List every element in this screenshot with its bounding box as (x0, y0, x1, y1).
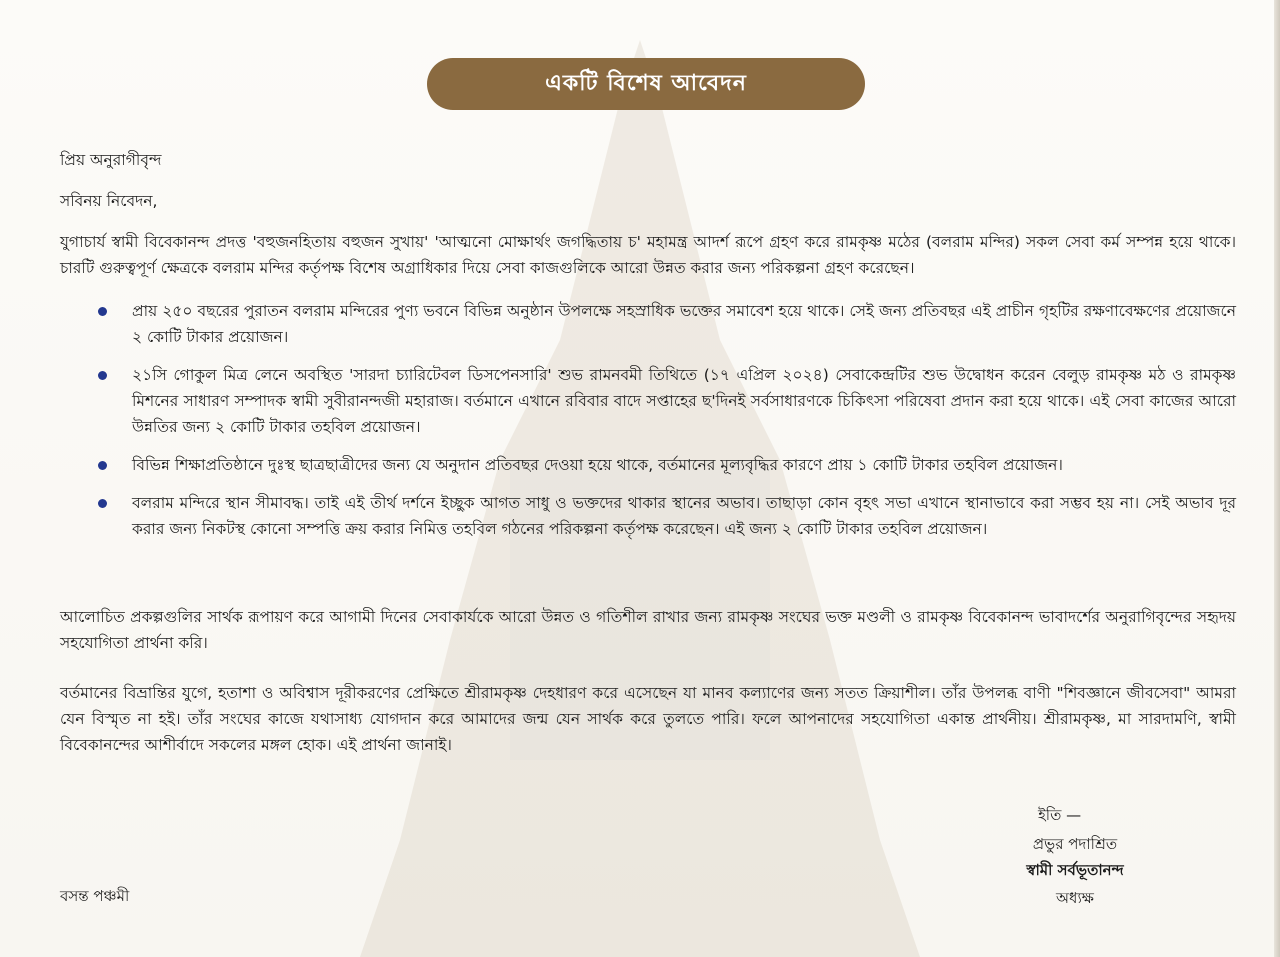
intro-paragraph: যুগাচার্য স্বামী বিবেকানন্দ প্রদত্ত 'বহুজনহিতায় বহুজন সুখায়' 'আত্মনো মোক্ষার্থং জগদ্ধিতায় চ' মহামন্ত্র আদর্শ রূপে গ্রহণ করে রামকৃষ্ণ মঠের (বলরাম মন্দির) সকল সেবা কর্ম সম্পন্ন হয়ে থাকে। চারটি গুরুত্বপূর্ণ ক্ষেত্রকে বলরাম মন্দির কর্তৃপক্ষ বিশেষ অগ্রাধিকার দিয়ে সেবা কাজগুলিকে আরো উন্নত করার জন্য পরিকল্পনা গ্রহণ করেছেন। (60, 233, 1236, 277)
list-item-text: বিভিন্ন শিক্ষাপ্রতিষ্ঠানে দুঃস্থ ছাত্রছাত্রীদের জন্য যে অনুদান প্রতিবছর দেওয়া হয়ে থাকে, বর্তমানের মূল্যবৃদ্ধির কারণে প্রায় ১ কোটি টাকার তহবিল প্রয়োজন। (132, 456, 1063, 474)
signature-name: স্বামী সর্বভূতানন্দ (1026, 861, 1124, 879)
greeting: সবিনয় নিবেদন, (60, 192, 158, 210)
bullet-dot-icon (98, 499, 107, 508)
list-item (96, 362, 1236, 440)
page-title-text: একটি বিশেষ আবেদন (545, 70, 747, 96)
bullet-list (96, 298, 1236, 554)
page-edge-shadow (1274, 0, 1280, 957)
bullet-dot-icon (98, 461, 107, 470)
page-title (427, 58, 865, 110)
list-item-text: ২১সি গোকুল মিত্র লেনে অবস্থিত 'সারদা চ্যারিটেবল ডিসপেনসারি' শুভ রামনবমী তিথিতে (১৭ এপ্রিল ২০২৪) সেবাকেন্দ্রটির শুভ উদ্বোধন করেন বেলুড় রামকৃষ্ণ মঠ ও রামকৃষ্ণ মিশনের সাধারণ সম্পাদক স্বামী সুবীরানন্দজী মহারাজ। বর্তমানে এখানে রবিবার বাদে সপ্তাহের ছ'দিনই সর্বসাধারণকে চিকিৎসা পরিষেবা প্রদান করা হয়ে থাকে। এই সেবা কাজের আরো উন্নতির জন্য ২ কোটি টাকার তহবিল প্রয়োজন। (132, 366, 1236, 436)
list-item-text: প্রায় ২৫০ বছরের পুরাতন বলরাম মন্দিরের পুণ্য ভবনে বিভিন্ন অনুষ্ঠান উপলক্ষে সহস্রাধিক ভক্তের সমাবেশ হয়ে থাকে। সেই জন্য প্রতিবছর এই প্রাচীন গৃহটির রক্ষণাবেক্ষণের প্রয়োজনে ২ কোটি টাকার প্রয়োজন। (132, 302, 1236, 346)
list-item (96, 490, 1236, 542)
bullet-dot-icon (98, 371, 107, 380)
signature-line: প্রভুর পদাশ্রিত (1032, 835, 1118, 853)
closing-paragraph: বর্তমানের বিভ্রান্তির যুগে, হতাশা ও অবিশ্বাস দূরীকরণের প্রেক্ষিতে শ্রীরামকৃষ্ণ দেহধারণ করে এসেছেন যা মানব কল্যাণের জন্য সতত ক্রিয়াশীল। তাঁর উপলব্ধ বাণী "শিবজ্ঞানে জীবসেবা" আমরা যেন বিস্মৃত না হই। তাঁর সংঘের কাজে যথাসাধ্য যোগদান করে আমাদের জন্ম যেন সার্থক করে তুলতে পারি। ফলে আপনাদের সহযোগিতা একান্ত প্রার্থনীয়। শ্রীরামকৃষ্ণ, মা সারদামণি, স্বামী বিবেকানন্দের আশীর্বাদে সকলের মঙ্গল হোক। এই প্রার্থনা জানাই। (60, 684, 1236, 754)
list-item-text: বলরাম মন্দিরে স্থান সীমাবদ্ধ। তাই এই তীর্থ দর্শনে ইচ্ছুক আগত সাধু ও ভক্তদের থাকার স্থানের অভাব। তাছাড়া কোন বৃহৎ সভা এখানে স্থানাভাবে করা সম্ভব হয় না। সেই অভাব দূর করার জন্য নিকটস্থ কোনো সম্পত্তি ক্রয় করার নিমিত্ত তহবিল গঠনের পরিকল্পনা কর্তৃপক্ষ করেছেন। এই জন্য ২ কোটি টাকার তহবিল প্রয়োজন। (132, 494, 1236, 538)
appeal-paragraph: আলোচিত প্রকল্পগুলির সার্থক রূপায়ণ করে আগামী দিনের সেবাকার্যকে আরো উন্নত ও গতিশীল রাখার জন্য রামকৃষ্ণ সংঘের ভক্ত মণ্ডলী ও রামকৃষ্ণ বিবেকানন্দ ভাবাদর্শের অনুরাগিবৃন্দের সহৃদয় সহযোগিতা প্রার্থনা করি। (60, 608, 1236, 652)
list-item (96, 298, 1236, 350)
list-item (96, 452, 1236, 478)
signature-iti: ইতি — (1038, 806, 1082, 824)
signature-role: অধ্যক্ষ (1056, 889, 1094, 907)
salutation: প্রিয় অনুরাগীবৃন্দ (60, 151, 162, 169)
date-text: বসন্ত পঞ্চমী (60, 887, 130, 905)
bullet-dot-icon (98, 307, 107, 316)
